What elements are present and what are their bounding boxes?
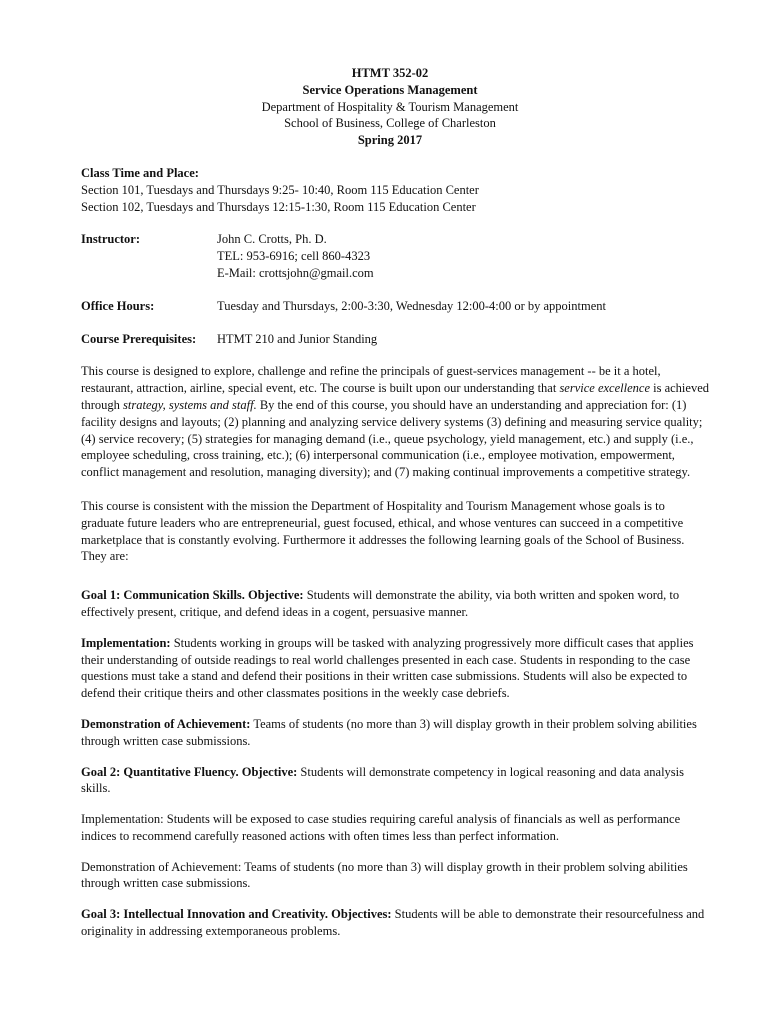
office-hours-section <box>81 298 710 315</box>
goal-2-text: Students will demonstrate competency in logical reasoning and data analysis skills. <box>81 764 685 796</box>
goal-2 <box>81 764 710 798</box>
description-part3: By the end of this course, you should have an understanding and appreciation for: (1) facility designs and layouts; (2) planning and analyzing service delivery systems (3) defining and measuring service quality; (4) service recovery; (5) strategies for managing demand (i.e., queue psychology, yield management, etc.) and supply (i.e., employee scheduling, cross training, etc.); (6) interpersonal communication (i.e., employee motivation, empowerment, conflict management and resolution, managing diversity); and (7) making continual improvements a competitive strategy. <box>81 397 703 480</box>
instructor-phone: TEL: 953-6916; cell 860-4323 <box>217 249 371 264</box>
instructor-label: Instructor: <box>81 232 141 247</box>
goal-3-text: Students will be able to demonstrate their resourcefulness and originality in addressing extemporaneous problems. <box>81 907 705 939</box>
goal-1-implementation-text: Students working in groups will be tasked with analyzing progressively more difficult cases that applies their understanding of outside readings to real world challenges presented in each case. Students in responding to the case questions must take a stand and defend their positions in their written case submissions. Students will also be expected to defend their critique theirs and other classmates positions in the weekly case debriefs. <box>81 635 694 701</box>
instructor-email: E-Mail: crottsjohn@gmail.com <box>217 265 374 280</box>
prerequisites-section <box>81 331 710 348</box>
description-italic-strategy: strategy, systems and staff. <box>123 397 257 412</box>
office-hours-value: Tuesday and Thursdays, 2:00-3:30, Wednesday 12:00-4:00 or by appointment <box>217 298 607 313</box>
section-102-line: Section 102, Tuesdays and Thursdays 12:15-1:30, Room 115 Education Center <box>81 199 476 214</box>
goal-1 <box>81 587 710 621</box>
goal-2-demonstration: Demonstration of Achievement: Teams of students (no more than 3) will display growth in their problem solving abilities through written case submissions. <box>81 859 688 891</box>
goal-3 <box>81 906 710 940</box>
course-code: HTMT 352-02 <box>351 66 429 80</box>
goal-1-demonstration-text: Teams of students (no more than 3) will display growth in their problem solving abilities through written case submissions. <box>81 716 697 748</box>
goal-1-demonstration <box>81 716 710 750</box>
description-italic-service-excellence: service excellence <box>559 381 650 396</box>
course-description <box>81 363 710 481</box>
instructor-name: John C. Crotts, Ph. D. <box>217 232 327 247</box>
description-part1: This course is designed to explore, challenge and refine the principals of guest-services management -- be it a hotel, restaurant, attraction, airline, special event, etc. The course is built upon our understanding that <box>81 364 661 396</box>
term: Spring 2017 <box>357 133 423 148</box>
goal-3-heading: Goal 3: Intellectual Innovation and Creativity. Objectives: <box>81 907 392 922</box>
prerequisites-label: Course Prerequisites: <box>81 331 197 346</box>
goal-1-text: Students will demonstrate the ability, via both written and spoken word, to effectively present, critique, and defend ideas in a cogent, persuasive manner. <box>81 588 680 619</box>
goal-1-implementation-label: Implementation: <box>81 635 171 650</box>
course-title: Service Operations Management <box>302 82 478 97</box>
goal-1-implementation <box>81 635 710 702</box>
instructor-section <box>81 231 710 281</box>
office-hours-label: Office Hours: <box>81 298 155 313</box>
class-time-label: Class Time and Place: <box>81 165 199 180</box>
instructor-details <box>217 231 710 281</box>
goal-2-heading: Goal 2: Quantitative Fluency. Objective: <box>81 764 298 779</box>
goal-1-demonstration-label: Demonstration of Achievement: <box>81 716 251 731</box>
description-part2: is achieved through <box>81 381 710 412</box>
department-name: Department of Hospitality & Tourism Management <box>261 99 519 114</box>
prerequisites-value: HTMT 210 and Junior Standing <box>217 331 378 346</box>
section-101-line: Section 101, Tuesdays and Thursdays 9:25- 10:40, Room 115 Education Center <box>81 182 479 197</box>
goal-1-heading: Goal 1: Communication Skills. Objective: <box>81 588 304 603</box>
mission-statement: This course is consistent with the mission the Department of Hospitality and Tourism Management whose goals is to graduate future leaders who are entrepreneurial, guest focused, ethical, and whose ventures can succeed in a competitive marketplace that is constantly evolving. Furthermore it addresses the following learning goals of the School of Business. They are: <box>81 498 685 564</box>
class-time-section <box>81 165 710 215</box>
syllabus-header <box>70 65 710 149</box>
school-name: School of Business, College of Charleston <box>284 116 496 131</box>
goal-2-implementation: Implementation: Students will be exposed to case studies requiring careful analysis of financials as well as performance indices to recommend carefully reasoned actions with often times less than perfect information. <box>81 812 681 843</box>
